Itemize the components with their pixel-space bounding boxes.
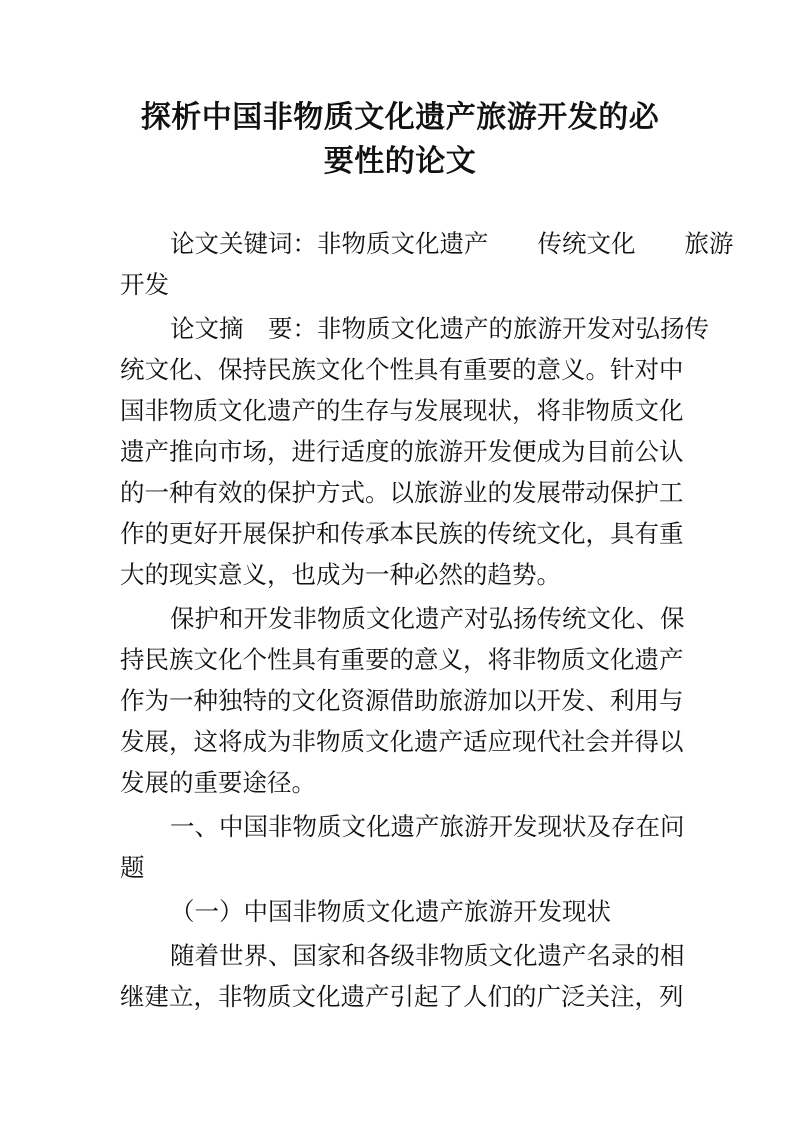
keywords-line: 开发 [120, 270, 169, 299]
abstract-line: 遗产推向市场，进行适度的旅游开发便成为目前公认 [120, 437, 684, 466]
abstract-line: 作的更好开展保护和传承本民族的传统文化，具有重 [120, 519, 684, 548]
subsection-heading: （一）中国非物质文化遗产旅游开发现状 [170, 897, 611, 926]
abstract-line: 大的现实意义，也成为一种必然的趋势。 [120, 560, 561, 589]
body-line: 持民族文化个性具有重要的意义，将非物质文化遗产 [120, 645, 684, 674]
section-heading-line: 一、中国非物质文化遗产旅游开发现状及存在问 [170, 812, 685, 841]
body-line: 保护和开发非物质文化遗产对弘扬传统文化、保 [170, 604, 685, 633]
abstract-line: 国非物质文化遗产的生存与发展现状，将非物质文化 [120, 396, 684, 425]
body-line: 发展，这将成为非物质文化遗产适应现代社会并得以 [120, 727, 684, 756]
keywords-line: 论文关键词：非物质文化遗产 传统文化 旅游 [170, 229, 734, 258]
abstract-line: 论文摘 要：非物质文化遗产的旅游开发对弘扬传 [170, 314, 709, 343]
document-title [120, 96, 680, 184]
abstract-line: 的一种有效的保护方式。以旅游业的发展带动保护工 [120, 478, 684, 507]
abstract-line: 统文化、保持民族文化个性具有重要的意义。针对中 [120, 355, 684, 384]
title-line: 要性的论文 [323, 144, 477, 179]
body-line: 发展的重要途径。 [120, 768, 316, 797]
title-line: 探析中国非物质文化遗产旅游开发的必 [140, 100, 660, 135]
body-line: 继建立，非物质文化遗产引起了人们的广泛关注，列 [120, 982, 684, 1011]
body-line: 随着世界、国家和各级非物质文化遗产名录的相 [170, 941, 685, 970]
section-heading-line: 题 [120, 853, 145, 882]
body-line: 作为一种独特的文化资源借助旅游加以开发、利用与 [120, 686, 684, 715]
